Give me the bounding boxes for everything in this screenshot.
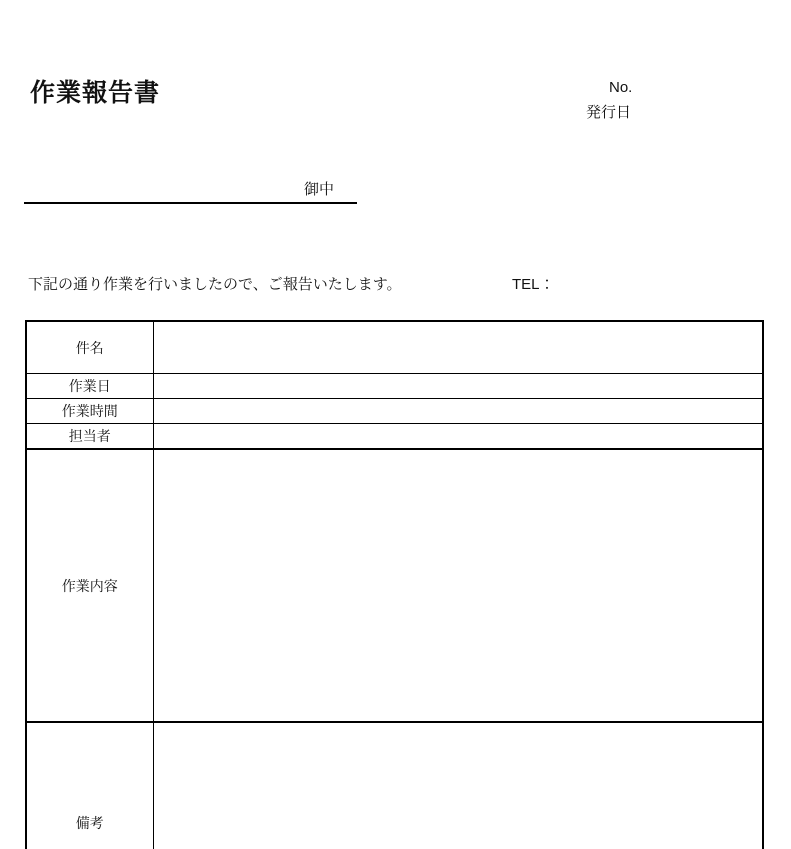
table-row xyxy=(26,321,763,374)
row-label-sagyou-naiyou: 作業内容 xyxy=(26,449,153,722)
work-report-table xyxy=(25,320,764,849)
issue-date-label: 発行日 xyxy=(586,104,632,121)
row-label-sagyou-jikan: 作業時間 xyxy=(26,399,153,424)
table-row xyxy=(26,722,763,849)
row-value-sagyou-naiyou[interactable] xyxy=(153,449,763,722)
row-value-kenmei[interactable] xyxy=(153,321,763,374)
row-value-sagyou-jikan[interactable] xyxy=(153,399,763,424)
row-value-bikou[interactable] xyxy=(153,722,763,849)
document-number-label: No. xyxy=(609,79,633,96)
intro-sentence: 下記の通り作業を行いましたので、ご報告いたします。 xyxy=(28,276,402,293)
table-row xyxy=(26,399,763,424)
table-row xyxy=(26,449,763,722)
table-row xyxy=(26,424,763,450)
row-value-tantousha[interactable] xyxy=(153,424,763,450)
row-label-bikou: 備考 xyxy=(26,722,153,849)
table-row xyxy=(26,374,763,399)
addressee-honorific-label: 御中 xyxy=(304,181,335,198)
tel-label: TEL： xyxy=(512,276,555,293)
row-label-kenmei: 件名 xyxy=(26,321,153,374)
row-value-sagyoubi[interactable] xyxy=(153,374,763,399)
page-title: 作業報告書 xyxy=(30,79,161,107)
row-label-tantousha: 担当者 xyxy=(26,424,153,450)
row-label-sagyoubi: 作業日 xyxy=(26,374,153,399)
addressee-underline xyxy=(24,202,357,204)
